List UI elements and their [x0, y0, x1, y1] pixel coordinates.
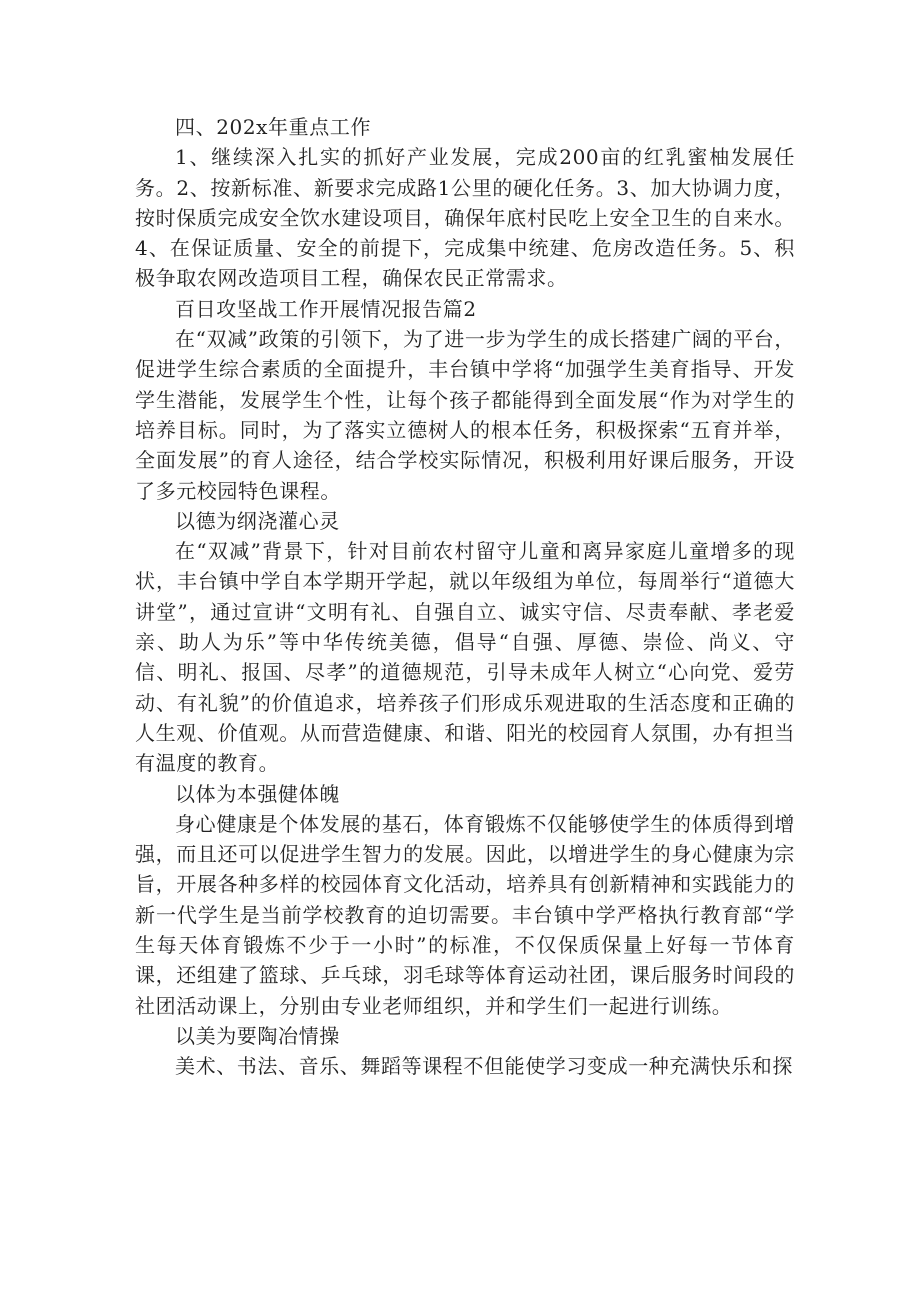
- paragraph-key-work-items: 1、继续深入扎实的抓好产业发展，完成200亩的红乳蜜柚发展任务。2、按新标准、新要求完成路1公里的硬化任务。3、加大协调力度，按时保质完成安全饮水建设项目，确保年底村民吃上安全卫生的自来水。4、在保证质量、安全的前提下，完成集中统建、危房改造任务。5、积极争取农网改造项目工程，确保农民正常需求。: [135, 145, 795, 291]
- document-body: [135, 112, 795, 1082]
- paragraph-double-reduction-intro: 在“双减”政策的引领下，为了进一步为学生的成长搭建广阔的平台，促进学生综合素质的全面提升，丰台镇中学将“加强学生美育指导、开发学生潜能，发展学生个性，让每个孩子都能得到全面发展“作为对学生的培养目标。同时，为了落实立德树人的根本任务，积极探索“五育并举，全面发展”的育人途径，结合学校实际情况，积极利用好课后服务，开设了多元校园特色课程。: [135, 327, 795, 503]
- section-heading-aesthetic: 以美为要陶冶情操: [175, 1023, 340, 1048]
- paragraph-moral-education: 在“双减”背景下，针对目前农村留守儿童和离异家庭儿童增多的现状，丰台镇中学自本学期开学起，就以年级组为单位，每周举行“道德大讲堂”，通过宣讲“文明有礼、自强自立、诚实守信、尽责奉献、孝老爱亲、助人为乐”等中华传统美德，倡导“自强、厚德、崇俭、尚义、守信、明礼、报国、尽孝”的道德规范，引导未成年人树立“心向党、爱劳动、有礼貌”的价值追求，培养孩子们形成乐观进取的生活态度和正确的人生观、价值观。从而营造健康、和谐、阳光的校园育人氛围，办有担当有温度的教育。: [135, 539, 795, 776]
- section-heading-key-work: 四、202x年重点工作: [175, 115, 372, 139]
- section-heading-physical: 以体为本强健体魄: [175, 781, 340, 806]
- section-heading-moral: 以德为纲浇灌心灵: [175, 508, 340, 533]
- paragraph-physical-education: 身心健康是个体发展的基石，体育锻炼不仅能够使学生的体质得到增强，而且还可以促进学生智力的发展。因此，以增进学生的身心健康为宗旨，开展各种多样的校园体育文化活动，培养具有创新精神和实践能力的新一代学生是当前学校教育的迫切需要。丰台镇中学严格执行教育部“学生每天体育锻炼不少于一小时”的标准，不仅保质保量上好每一节体育课，还组建了篮球、乒乓球，羽毛球等体育运动社团，课后服务时间段的社团活动课上，分别由专业老师组织，并和学生们一起进行训练。: [135, 811, 795, 1018]
- paragraph-aesthetic-education: 美术、书法、音乐、舞蹈等课程不但能使学习变成一种充满快乐和探: [175, 1054, 793, 1079]
- article-title-report-2: 百日攻坚战工作开展情况报告篇2: [175, 296, 477, 321]
